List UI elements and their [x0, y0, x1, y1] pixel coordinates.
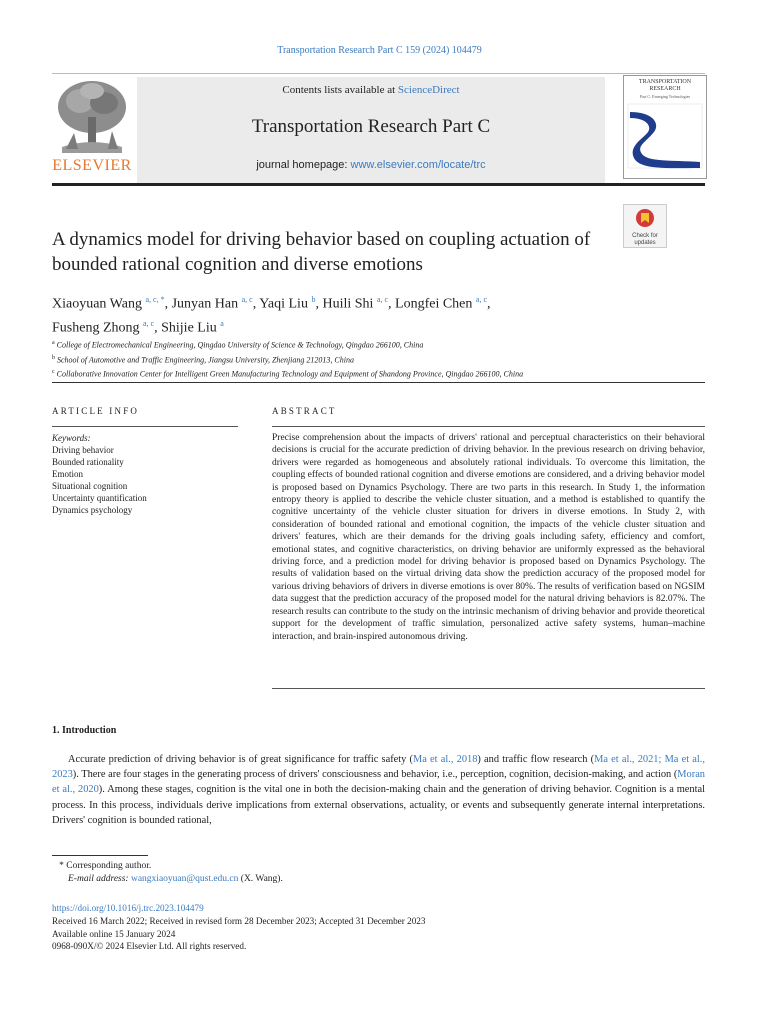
received-dates: Received 16 March 2022; Received in revised form 28 December 2023; Accepted 31 December 2023	[52, 915, 426, 926]
keyword-item: Driving behavior	[52, 445, 114, 455]
author-list: Xiaoyuan Wang $^{a, c, *}$, Junyan Han $^{a, c}$, Yaqi Liu $^b$, Huili Shi $^{a, c}$, Longfei Chen $^{a, c}$, Fusheng Zhong $^{a, c}$, Shijie Liu $^a$	[52, 295, 491, 336]
homepage-prefix: journal homepage:	[256, 159, 348, 171]
abstract-heading: ABSTRACT	[272, 406, 337, 416]
contents-line	[137, 84, 605, 96]
footnote-marker: *	[59, 861, 64, 871]
abstract-text: Precise comprehension about the impacts of drivers' rational and perceptual characteristics on their behavioral decisions is crucial for the accurate prediction of driving behavior. In the previous research on driving behavior, drivers were regarded as homogeneous and absolutely rational individuals. To overcome this limitation, the coupling effects of bounded rational cognition and diverse emotions are considered, and a driving behavior model is proposed based on Dynamics Psychology. There are two parts in this research. In Study 1, the information entropy theory is applied to describe the vehicle cluster situation, and a method is established to quantify the cognitive uncertainty of the vehicle cluster situation for drivers in diverse emotions. In Study 2, with consideration of bounded rational and emotional cognition, the impacts of the vehicle cluster situation and drivers' features, which are their demands for the driving goals including safety, efficiency and comfort, emotional states, and cognitive characteristics, on driving behavior are uniformly expressed as the behavioral driving force, and a prediction model for driving behavior is proposed based on Dynamics Psychology. The results of validation based on the virtual driving data show the prediction accuracy of the proposed model for various driving behaviors of drivers in diverse emotions is over 80%. The results of verification based on NGSIM data suggest that the prediction accuracy of the proposed model for the natural driving behaviors is 82.07%. The research results can contribute to the study on the intrinsic mechanism of driving behavior and provide theoretical support for the development of traffic simulation, personalized active safety systems, human–machine interaction, and brain-inspired autonomous driving.	[272, 433, 706, 642]
abstract-rule	[272, 426, 705, 427]
cover-title-2: RESEARCH	[649, 86, 681, 92]
intro-text-a: Accurate prediction of driving behavior is of great significance for traffic safety (	[68, 754, 414, 765]
corresponding-label: Corresponding author.	[66, 861, 152, 871]
publication-info	[52, 902, 652, 953]
elsevier-wordmark: ELSEVIER	[52, 157, 132, 174]
sciencedirect-link[interactable]: ScienceDirect	[397, 84, 460, 96]
affiliation-item	[52, 352, 705, 367]
affiliation-label: a	[52, 340, 55, 346]
keyword-item: Bounded rationality	[52, 457, 124, 467]
footnote-rule	[52, 855, 148, 856]
article-info-heading: ARTICLE INFO	[52, 406, 140, 416]
journal-cover[interactable]	[623, 75, 707, 179]
author-name[interactable]: Junyan Han	[171, 296, 239, 312]
keyword-item: Dynamics psychology	[52, 505, 133, 515]
journal-reference[interactable]: Transportation Research Part C 159 (2024) 104479	[277, 45, 482, 56]
abstract-bottom-rule	[272, 688, 705, 689]
homepage-line	[137, 159, 605, 171]
keyword-list	[52, 444, 238, 516]
cover-road-graphic	[624, 102, 706, 174]
header-top-rule	[52, 73, 705, 74]
author-affiliation-marker[interactable]: a, c	[475, 295, 488, 304]
affiliation-label: b	[52, 354, 55, 361]
elsevier-logo	[52, 77, 132, 177]
check-for-updates-button[interactable]	[623, 204, 667, 248]
copyright: 0968-090X/© 2024 Elsevier Ltd. All rights reserved.	[52, 941, 247, 952]
contents-prefix: Contents lists available at	[282, 84, 396, 96]
affiliations	[52, 337, 705, 381]
affiliation-text: School of Automotive and Traffic Engineering, Jiangsu University, Zhenjiang 212013, China	[57, 355, 354, 365]
keyword-item: Emotion	[52, 469, 83, 479]
email-label: E-mail address:	[68, 874, 129, 884]
author-email-link[interactable]: wangxiaoyuan@qust.edu.cn	[130, 874, 239, 884]
keyword-item: Situational cognition	[52, 481, 128, 491]
keywords-block	[52, 432, 238, 516]
check-updates-icon	[635, 208, 655, 228]
keyword-item: Uncertainty quantification	[52, 493, 147, 503]
intro-text-b: ) and traffic flow research (	[477, 754, 595, 765]
check-updates-line1: Check for	[632, 233, 658, 239]
affiliation-text: Collaborative Innovation Center for Intelligent Green Manufacturing Technology and Equipment of Shandong Province, Qingdao 266100, China	[56, 369, 524, 379]
citation-link[interactable]: Ma et al., 2018	[413, 754, 478, 765]
citation-link[interactable]: Ma et al., 2021; Ma et al., 2023	[52, 754, 705, 781]
author-affiliation-marker[interactable]: a	[220, 318, 224, 328]
author-name[interactable]: Fusheng Zhong	[52, 320, 140, 336]
author-affiliation-marker[interactable]: a, c	[376, 295, 389, 304]
header-bottom-rule	[52, 183, 705, 186]
author-name[interactable]: Huili Shi	[322, 296, 374, 312]
affiliation-rule	[52, 382, 705, 383]
check-updates-line2: updates	[634, 240, 656, 246]
author-name[interactable]: Longfei Chen	[395, 296, 473, 312]
affiliation-text: College of Electromechanical Engineering, Qingdao University of Science & Technology, Qingdao 266100, China	[56, 340, 424, 350]
cover-title-1: TRANSPORTATION	[638, 79, 692, 85]
author-affiliation-marker[interactable]: a, c	[143, 318, 155, 328]
introduction-heading: 1. Introduction	[52, 725, 117, 736]
paper-title: A dynamics model for driving behavior based on coupling actuation of bounded rational cognition and diverse emotions	[52, 229, 591, 275]
intro-text-d: ). Among these stages, cognition is the vital one in both the decision-making chain and the generation of driving behavior. Cognition is a mental process. In this process, individuals derive implications from external observations, actuality, or events and subsequently generate internal interpretations. Drivers' cognition is bounded rational,	[52, 784, 705, 826]
available-online: Available online 15 January 2024	[52, 928, 176, 939]
author-affiliation-marker[interactable]: b	[311, 295, 316, 304]
email-suffix: (X. Wang).	[240, 874, 283, 884]
journal-title: Transportation Research Part C	[251, 116, 491, 137]
author-affiliation-marker[interactable]: a, c, *	[145, 295, 165, 304]
affiliation-item	[52, 337, 705, 352]
cover-subtitle: Part C: Emerging Technologies	[639, 94, 691, 99]
corresponding-author-footnote	[52, 860, 552, 886]
introduction-paragraph	[52, 752, 705, 828]
affiliation-item	[52, 366, 705, 381]
citation-link[interactable]: Moran et al., 2020	[52, 769, 705, 796]
author-affiliation-marker[interactable]: a, c	[241, 295, 253, 304]
intro-text-c: ). There are four stages in the generating process of drivers' consciousness and behavior, i.e., perception, cognition, decision-making, and action (	[72, 769, 678, 781]
author-name[interactable]: Yaqi Liu	[259, 296, 308, 312]
keywords-label: Keywords:	[52, 433, 91, 443]
author-name[interactable]: Shijie Liu	[161, 320, 217, 336]
affiliation-label: c	[52, 369, 55, 376]
doi-link[interactable]: https://doi.org/10.1016/j.trc.2023.104479	[52, 903, 204, 913]
article-info-rule	[52, 426, 238, 427]
journal-homepage-link[interactable]: www.elsevier.com/locate/trc	[350, 159, 486, 171]
author-name[interactable]: Xiaoyuan Wang	[52, 296, 142, 312]
